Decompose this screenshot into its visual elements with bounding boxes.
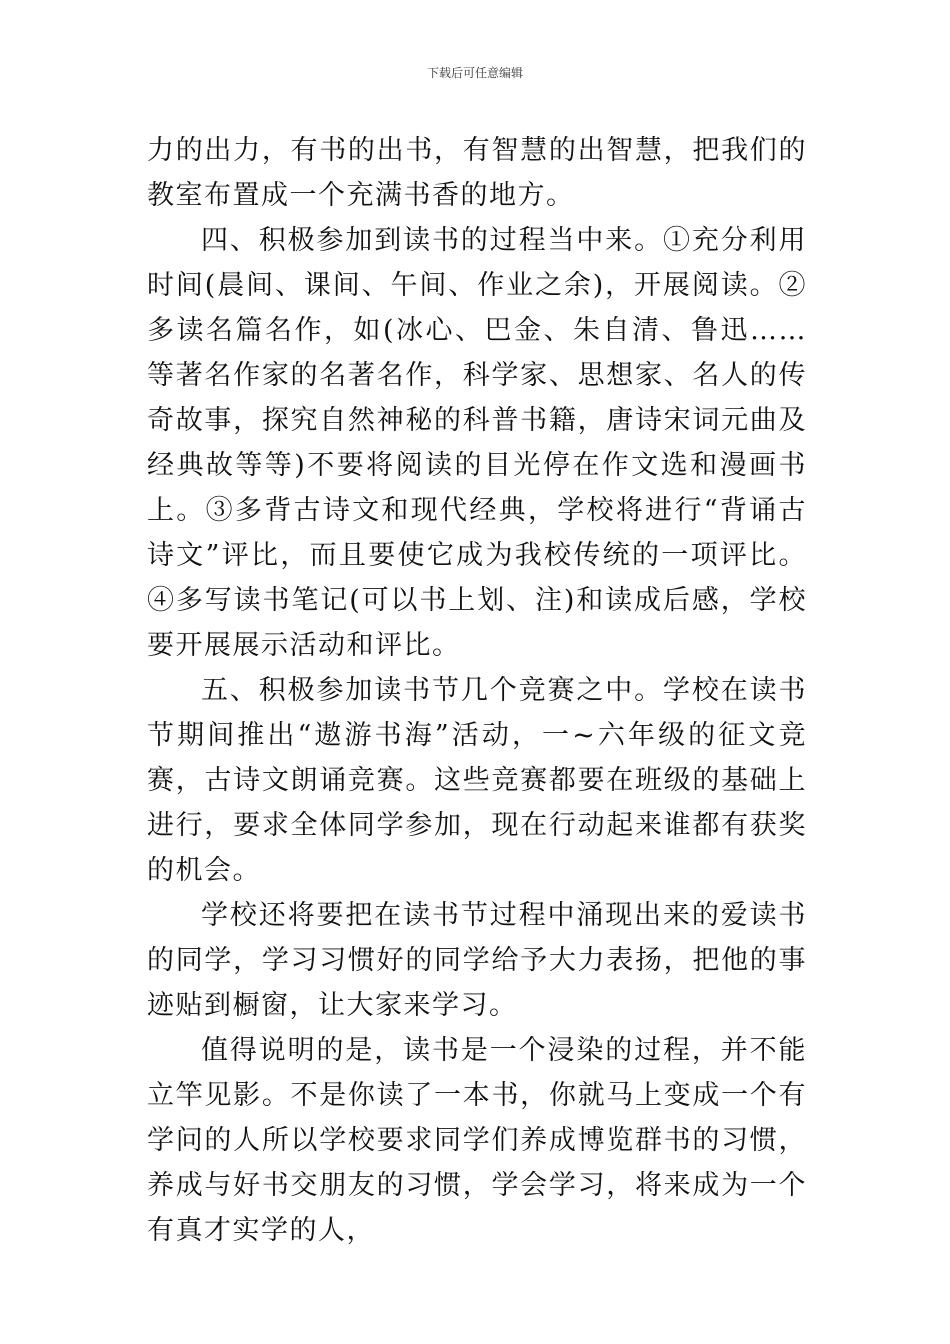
paragraph-continuation: 力的出力，有书的出书，有智慧的出智慧，把我们的教室布置成一个充满书香的地方。 — [147, 135, 807, 211]
paragraph-item-four: 四、积极参加到读书的过程当中来。①充分利用时间(晨间、课间、午间、作业之余)，开展阅读。②多读名篇名作，如(冰心、巴金、朱自清、鲁迅……等著名作家的名著名作，科学家、思想家、名人的传奇故事，探究自然神秘的科普书籍，唐诗宋词元曲及经典故等等)不要将阅读的目光停在作文选和漫画书上。③多背古诗文和现代经典，学校将进行“背诵古诗文”评比，而且要使它成为我校传统的一项评比。④多写读书笔记(可以书上划、注)和读成后感，学校要开展展示活动和评比。 — [147, 225, 807, 661]
paragraph-commendation: 学校还将要把在读书节过程中涌现出来的爱读书的同学，学习习惯好的同学给予大力表扬，把他的事迹贴到橱窗，让大家来学习。 — [147, 900, 807, 1021]
page-header: 下载后可任意编辑 — [426, 66, 523, 80]
document-body — [147, 128, 807, 1253]
paragraph-item-five: 五、积极参加读书节几个竞赛之中。学校在读书节期间推出“遨游书海”活动，一~六年级的征文竞赛，古诗文朗诵竞赛。这些竞赛都要在班级的基础上进行，要求全体同学参加，现在行动起来谁都有获奖的机会。 — [147, 675, 807, 886]
paragraph-conclusion: 值得说明的是，读书是一个浸染的过程，并不能立竿见影。不是你读了一本书，你就马上变成一个有学问的人所以学校要求同学们养成博览群书的习惯，养成与好书交朋友的习惯，学会学习，将来成为一个有真才实学的人， — [147, 1035, 807, 1246]
